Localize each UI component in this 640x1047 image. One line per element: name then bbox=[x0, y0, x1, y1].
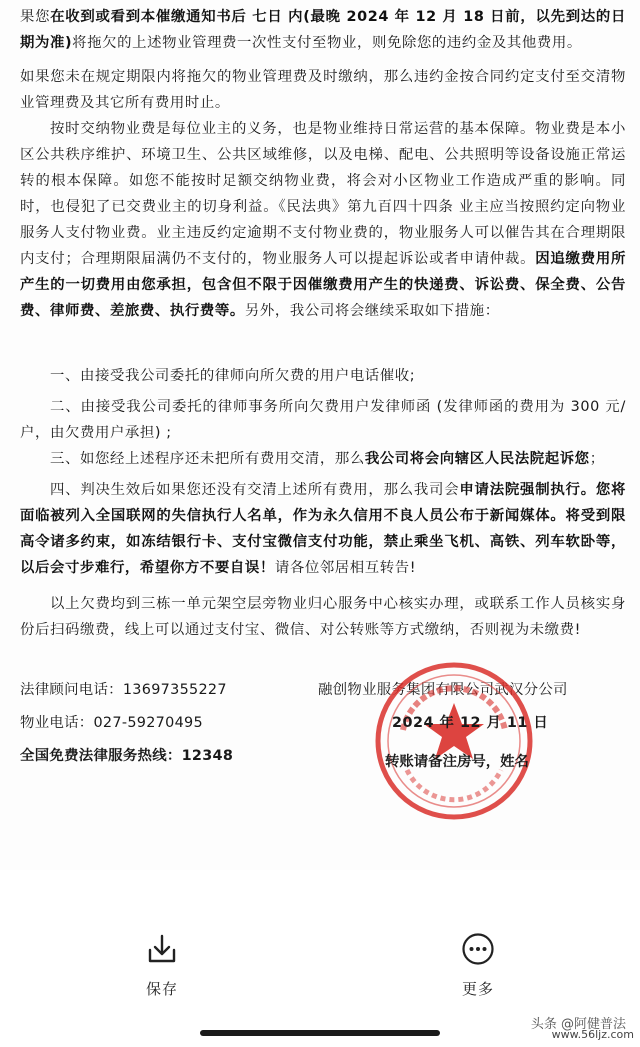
more-label: 更多 bbox=[461, 980, 494, 998]
paragraph-deadline: 果您在收到或看到本催缴通知书后 七日 内(最晚 2024 年 12 月 18 日前，以先到达的日期为准)将拖欠的上述物业管理费一次性支付至物业，则免除您的违约金及其他费用。 bbox=[20, 9, 626, 51]
costs-emphasis: 因追缴费用所产生的一切费用由您承担，包含但不限于因催缴费用产生的快递费、诉讼费、保全费、公告费、律师费、差旅费、执行费等。 bbox=[20, 251, 626, 319]
company-seal-stamp bbox=[373, 660, 535, 822]
download-icon bbox=[145, 932, 179, 966]
measure-2: 二、由接受我公司委托的律师事务所向欠费用户发律师函 (发律师函的费用为 300 元/户，由欠费用户承担) ; bbox=[20, 399, 626, 441]
notice-date: 2024 年 12 月 11 日 bbox=[392, 715, 549, 731]
paragraph-obligation: 按时交纳物业费是每位业主的义务，也是物业维持日常运营的基本保障。物业费是本小区公共秩序维护、环境卫生、公共区域维修，以及电梯、配电、公共照明等设备设施正常运转的根本保障。如您不能按时足额交纳物业费，将会对小区物业工作造成严重的影响。同时，也侵犯了已交费业主的切身利益。《民法典》第九百四十四条 业主应当按照约定向物业服务人支付物业费。业主违反约定逾期不支付物业费的，物业服务人可以催告其在合理期限内支付；合理期限届满仍不支付的，物业服务人可以提起诉讼或者申请仲裁。因追缴费用所产生的一切费用由您承担，包含但不限于因催缴费用产生的快递费、诉讼费、保全费、公告费、律师费、差旅费、执行费等。另外，我公司将会继续采取如下措施： bbox=[20, 121, 626, 319]
company-name: 融创物业服务集团有限公司武汉分公司 bbox=[318, 682, 568, 698]
paragraph-penalty: 如果您未在规定期限内将拖欠的物业管理费及时缴纳，那么违约金按合同约定支付至交清物业管理费及其它所有费用时止。 bbox=[20, 69, 626, 111]
legal-advisor-phone: 法律顾问电话：13697355227 bbox=[20, 682, 227, 698]
more-options-icon bbox=[461, 932, 495, 966]
paragraph-payment-location: 以上欠费均到三栋一单元架空层旁物业归心服务中心核实办理，或联系工作人员核实身份后扫码缴费，线上可以通过支付宝、微信、对公转账等方式缴纳，否则视为未缴费! bbox=[20, 596, 626, 638]
measure-3: 三、如您经上述程序还未把所有费用交清，那么我公司将会向辖区人民法院起诉您； bbox=[50, 451, 605, 467]
transfer-remark-note: 转账请备注房号，姓名 bbox=[385, 754, 529, 770]
enforcement-emphasis: 申请法院强制执行。您将面临被列入全国联网的失信执行人名单，作为永久信用不良人员公布于新闻媒体。将受到限高令诸多约束，如冻结银行卡、支付宝微信支付功能，禁止乘坐飞机、高铁、列车软卧等，以后会寸步难行，希望你方不要自误！ bbox=[20, 482, 627, 576]
measure-1: 一、由接受我公司委托的律师向所欠费的用户电话催收; bbox=[50, 368, 416, 384]
home-indicator-bar[interactable] bbox=[200, 1030, 440, 1036]
legal-hotline: 全国免费法律服务热线：12348 bbox=[20, 748, 234, 764]
watermark-author: 头条 @阿健普法 bbox=[530, 1017, 626, 1032]
save-button[interactable] bbox=[122, 932, 202, 999]
deadline-emphasis: 在收到或看到本催缴通知书后 七日 内(最晚 2024 年 12 月 18 日前，以先到达的日期为准) bbox=[20, 9, 626, 51]
watermark-site: www.56ljz.com bbox=[551, 1028, 634, 1041]
lawsuit-emphasis: 我公司将会向辖区人民法院起诉您 bbox=[364, 451, 590, 467]
save-label: 保存 bbox=[145, 980, 178, 998]
more-button[interactable] bbox=[438, 932, 518, 999]
property-phone: 物业电话：027-59270495 bbox=[20, 715, 203, 731]
measure-4: 四、判决生效后如果您还没有交清上述所有费用，那么我司会申请法院强制执行。您将面临被列入全国联网的失信执行人名单，作为永久信用不良人员公布于新闻媒体。将受到限高令诸多约束，如冻结银行卡、支付宝微信支付功能，禁止乘坐飞机、高铁、列车软卧等，以后会寸步难行，希望你方不要自误！请各位邻居相互转告! bbox=[20, 482, 627, 576]
